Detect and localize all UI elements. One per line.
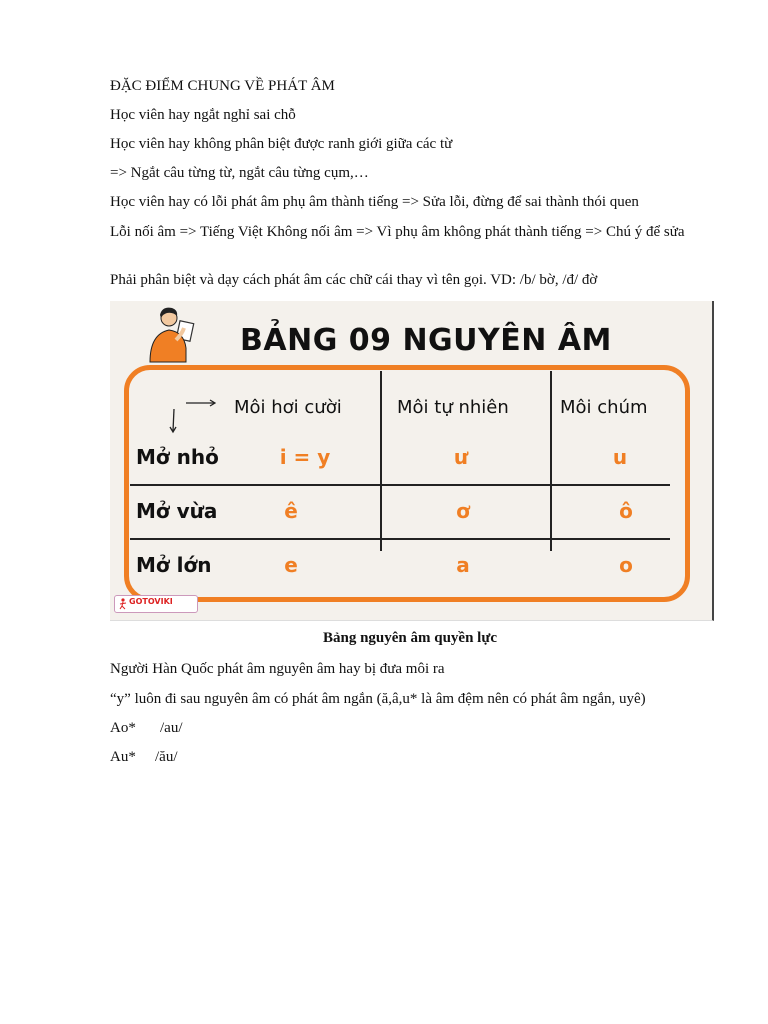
pair-right: /ău/ [155, 749, 178, 765]
pair-right: /au/ [160, 720, 183, 736]
vowel-cell: ư [453, 445, 469, 469]
vowel-cell: o [619, 553, 633, 577]
column-divider [550, 371, 552, 551]
person-illustration-icon [140, 304, 198, 364]
vowel-cell: ê [284, 499, 298, 523]
vowel-cell: ơ [456, 499, 470, 523]
vowel-cell: e [284, 553, 298, 577]
text-line: Phải phân biệt và dạy cách phát âm các chữ cái thay vì tên gọi. VD: /b/ bờ, /đ/ đờ [110, 272, 598, 288]
row-divider [130, 484, 670, 486]
vowel-cell: i = y [279, 445, 331, 469]
vowel-cell: ô [619, 499, 633, 523]
figure-caption: Bảng nguyên âm quyền lực [322, 630, 498, 646]
section-heading: ĐẶC ĐIỂM CHUNG VỀ PHÁT ÂM [110, 78, 335, 94]
pronunciation-pair [110, 719, 720, 738]
row-header: Mở nhỏ [136, 445, 219, 469]
pair-left: Ao* [110, 720, 136, 736]
text-line: Học viên hay có lỗi phát âm phụ âm thành tiếng => Sửa lỗi, đừng để sai thành thói quen [110, 194, 639, 210]
row-divider [130, 538, 670, 540]
text-line: Lỗi nối âm => Tiếng Việt Không nối âm => Vì phụ âm không phát thành tiếng => Chú ý để sửa [110, 224, 685, 240]
text-line: Học viên hay ngắt nghỉ sai chỗ [110, 107, 296, 123]
column-header: Môi chúm [560, 397, 648, 418]
vowel-table-figure [110, 301, 714, 621]
vowel-cell: u [612, 445, 628, 469]
pronunciation-pair [110, 748, 720, 767]
text-line: “y” luôn đi sau nguyên âm có phát âm ngắn (ă,â,u* là âm đệm nên có phát âm ngắn, uyê) [110, 691, 646, 707]
text-line: Người Hàn Quốc phát âm nguyên âm hay bị đưa môi ra [110, 661, 445, 677]
text-line: Học viên hay không phân biệt được ranh giới giữa các từ [110, 136, 453, 152]
row-header: Mở lớn [136, 553, 212, 577]
logo-text: GOTOVIKI [129, 597, 173, 606]
text-line: => Ngắt câu từng từ, ngắt câu từng cụm,… [110, 165, 369, 181]
vowel-cell: a [456, 553, 470, 577]
runner-icon [118, 598, 128, 610]
column-divider [380, 371, 382, 551]
direction-arrows-icon [166, 397, 216, 437]
row-header: Mở vừa [136, 499, 218, 523]
pair-left: Au* [110, 749, 136, 765]
brand-logo [114, 595, 198, 613]
column-header: Môi hơi cười [234, 397, 342, 418]
column-header: Môi tự nhiên [397, 397, 509, 418]
figure-title: BẢNG 09 NGUYÊN ÂM [240, 323, 612, 358]
